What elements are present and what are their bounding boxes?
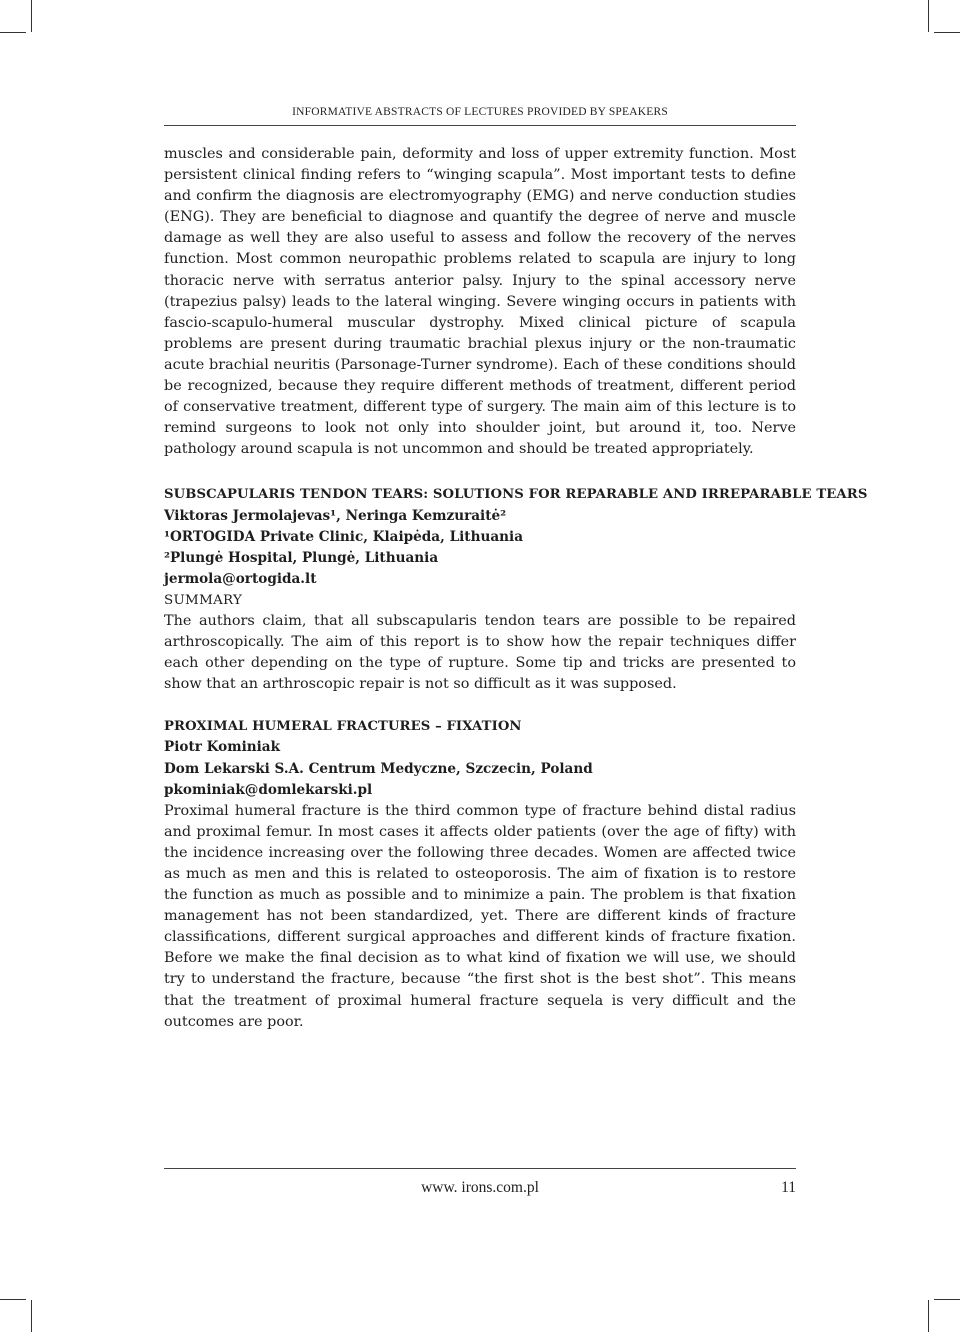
page-number: 11 [781,1179,796,1196]
abstract-email: pkominiak@domlekarski.pl [164,781,373,798]
abstract-body: The authors claim, that all subscapularis tendon tears are possible to be repaired arthroscopically. The aim of this report is to show how the repair techniques differ each other depending on the type of rupture. Some tip and tricks are presented to show that an arthroscopic repair is not so difficult as it was supposed. [164,612,796,693]
crop-mark-top-left [31,0,32,32]
abstract-email: jermola@ortogida.lt [164,570,317,587]
abstract-proximal-humeral [164,716,796,1032]
crop-mark-bottom-left [31,1300,32,1332]
header-rule [164,125,796,126]
intro-paragraph: muscles and considerable pain, deformity and loss of upper extremity function. Most persistent clinical finding refers to “winging scapula”. Most important tests to define and confirm the diagnosis are electromyography (EMG) and nerve conduction studies (ENG). They are beneficial to diagnose and quantify the degree of nerve and muscle damage as well they are also useful to assess and follow the recovery of the nerves function. Most common neuropathic problems related to scapula are injury to long thoracic nerve with serratus anterior palsy. Injury to the spinal accessory nerve (trapezius palsy) leads to the lateral winging. Severe winging occurs in patients with fascio-scapulo-humeral muscular dystrophy. Mixed clinical picture of scapula problems are present during traumatic brachial plexus injury or the non-traumatic acute brachial neuritis (Parsonage-Turner syndrome). Each of these conditions should be recognized, because they require different methods of treatment, different period of conservative treatment, different type of surgery. The main aim of this lecture is to remind surgeons to look not only into shoulder joint, but around it, too. Nerve pathology around scapula is not uncommon and should be treated appropriately. [164,146,796,458]
crop-mark-top-right [928,0,929,32]
crop-mark-bottom-right [928,1300,929,1332]
crop-mark-bottom-right-h [934,1299,960,1300]
crop-mark-top-left-h [0,32,26,33]
page-content [164,144,868,1033]
abstract-authors: Viktoras Jermolajevas¹, Neringa Kemzuraitė² [164,507,507,524]
running-head: INFORMATIVE ABSTRACTS OF LECTURES PROVIDED BY SPEAKERS [292,106,668,118]
abstract-title: SUBSCAPULARIS TENDON TEARS: SOLUTIONS FOR REPARABLE AND IRREPARABLE TEARS [164,487,868,503]
summary-label: SUMMARY [164,592,243,608]
crop-mark-top-right-h [934,32,960,33]
abstract-affiliation: ²Plungė Hospital, Plungė, Lithuania [164,549,439,566]
abstract-affiliation: Dom Lekarski S.A. Centrum Medyczne, Szczecin, Poland [164,760,593,777]
abstract-subscapularis [164,484,868,695]
abstract-affiliation: ¹ORTOGIDA Private Clinic, Klaipėda, Lithuania [164,528,524,545]
crop-mark-bottom-left-h [0,1299,26,1300]
abstract-body: Proximal humeral fracture is the third common type of fracture behind distal radius and proximal femur. In most cases it affects older patients (over the age of fifty) with the incidence increasing over the following three decades. Women are affected twice as much as men and this is related to osteoporosis. The aim of fixation is to restore the function as much as possible and to minimize a pain. The problem is that fixation management has not been standardized, yet. There are different kinds of fracture classifications, different surgical approaches and different kinds of fracture fixation. Before we make the final decision as to what kind of fixation we will use, we should try to understand the fracture, because “the first shot is the best shot”. This means that the treatment of proximal humeral fracture sequela is very difficult and the outcomes are poor. [164,802,796,1030]
footer-url: www. irons.com.pl [421,1179,539,1196]
abstract-authors: Piotr Kominiak [164,739,281,756]
abstract-title: PROXIMAL HUMERAL FRACTURES – FIXATION [164,719,522,735]
footer-rule [164,1168,796,1169]
